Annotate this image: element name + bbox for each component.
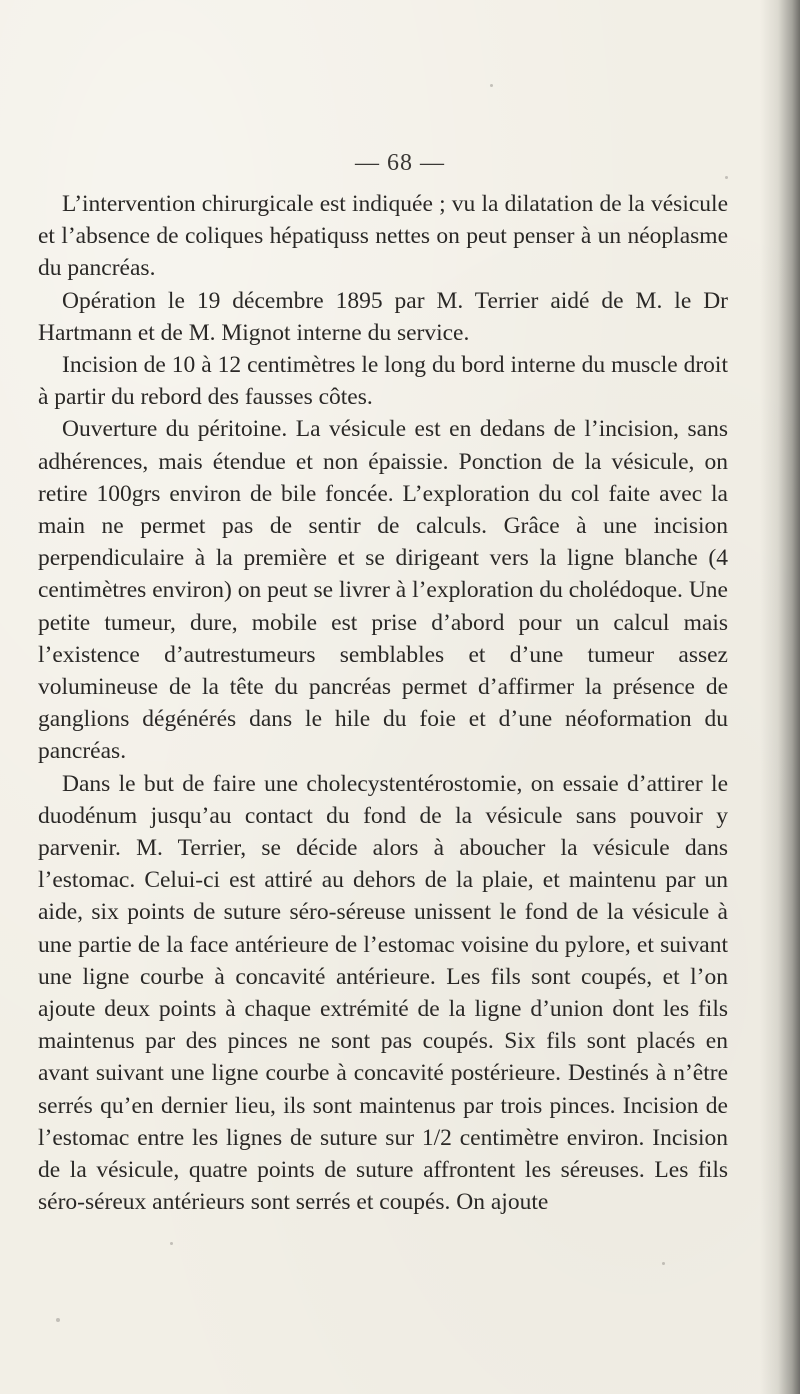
paragraph-cholecystenterostomie: Dans le but de faire une cholecystentérostomie, on essaie d’attirer le duodénum jusqu’au contact du fond de la vésicule sans pouvoir y parvenir. M. Terrier, se décide alors à aboucher la vésicule dans l’estomac. Celui-ci est attiré au dehors de la plaie, et maintenu par un aide, six points de suture séro-séreuse unissent le fond de la vésicule à une partie de la face antérieure de l’estomac voisine du pylore, et suivant une ligne courbe à concavité antérieure. Les fils sont coupés, et l’on ajoute deux points à chaque extrémité de la ligne d’union dont les fils maintenus par des pinces ne sont pas coupés. Six fils sont placés en avant suivant une ligne courbe à concavité postérieure. Destinés à n’être serrés qu’en dernier lieu, ils sont maintenus par trois pinces. Incision de l’estomac entre les lignes de suture sur 1/2 centimètre environ. Incision de la vésicule, quatre points de suture affrontent les séreuses. Les fils séro-séreux antérieurs sont serrés et coupés. On ajoute bbox=[38, 770, 728, 1216]
paper-speck bbox=[725, 176, 728, 179]
page-number: — 68 — bbox=[355, 150, 445, 176]
paper-speck bbox=[170, 1242, 173, 1245]
paper-speck bbox=[56, 1318, 60, 1322]
paragraph-ouverture: Ouverture du péritoine. La vésicule est en dedans de l’incision, sans adhérences, mais étendue et non épaissie. Ponction de la vésicule, on retire 100grs environ de bile foncée. L’exploration du col faite avec la main ne permet pas de sentir de calculs. Grâce à une incision perpendiculaire à la première et se dirigeant vers la ligne blanche (4 centimètres environ) on peut se livrer à l’exploration du cholédoque. Une petite tumeur, dure, mobile est prise d’abord pour un calcul mais l’existence d’autrestumeurs semblables et d’une tumeur assez volumineuse de la tête du pancréas permet d’affirmer la présence de ganglions dégénérés dans le hile du foie et d’une néoformation du pancréas. bbox=[38, 416, 728, 765]
paragraph-operation: Opération le 19 décembre 1895 par M. Terrier aidé de M. le Dr Hartmann et de M. Mignot interne du service. bbox=[38, 287, 728, 346]
paragraph-indication: L’intervention chirurgicale est indiquée ; vu la dilatation de la vésicule et l’absence de coliques hépatiquss nettes on peut penser à un néoplasme du pancréas. bbox=[38, 191, 728, 282]
paper-speck bbox=[490, 84, 493, 87]
body-text bbox=[38, 188, 728, 1219]
paper-speck bbox=[662, 1262, 665, 1265]
page-edge-shadow bbox=[760, 0, 800, 1394]
paragraph-incision: Incision de 10 à 12 centimètres le long du bord interne du muscle droit à partir du rebord des fausses côtes. bbox=[38, 352, 728, 411]
